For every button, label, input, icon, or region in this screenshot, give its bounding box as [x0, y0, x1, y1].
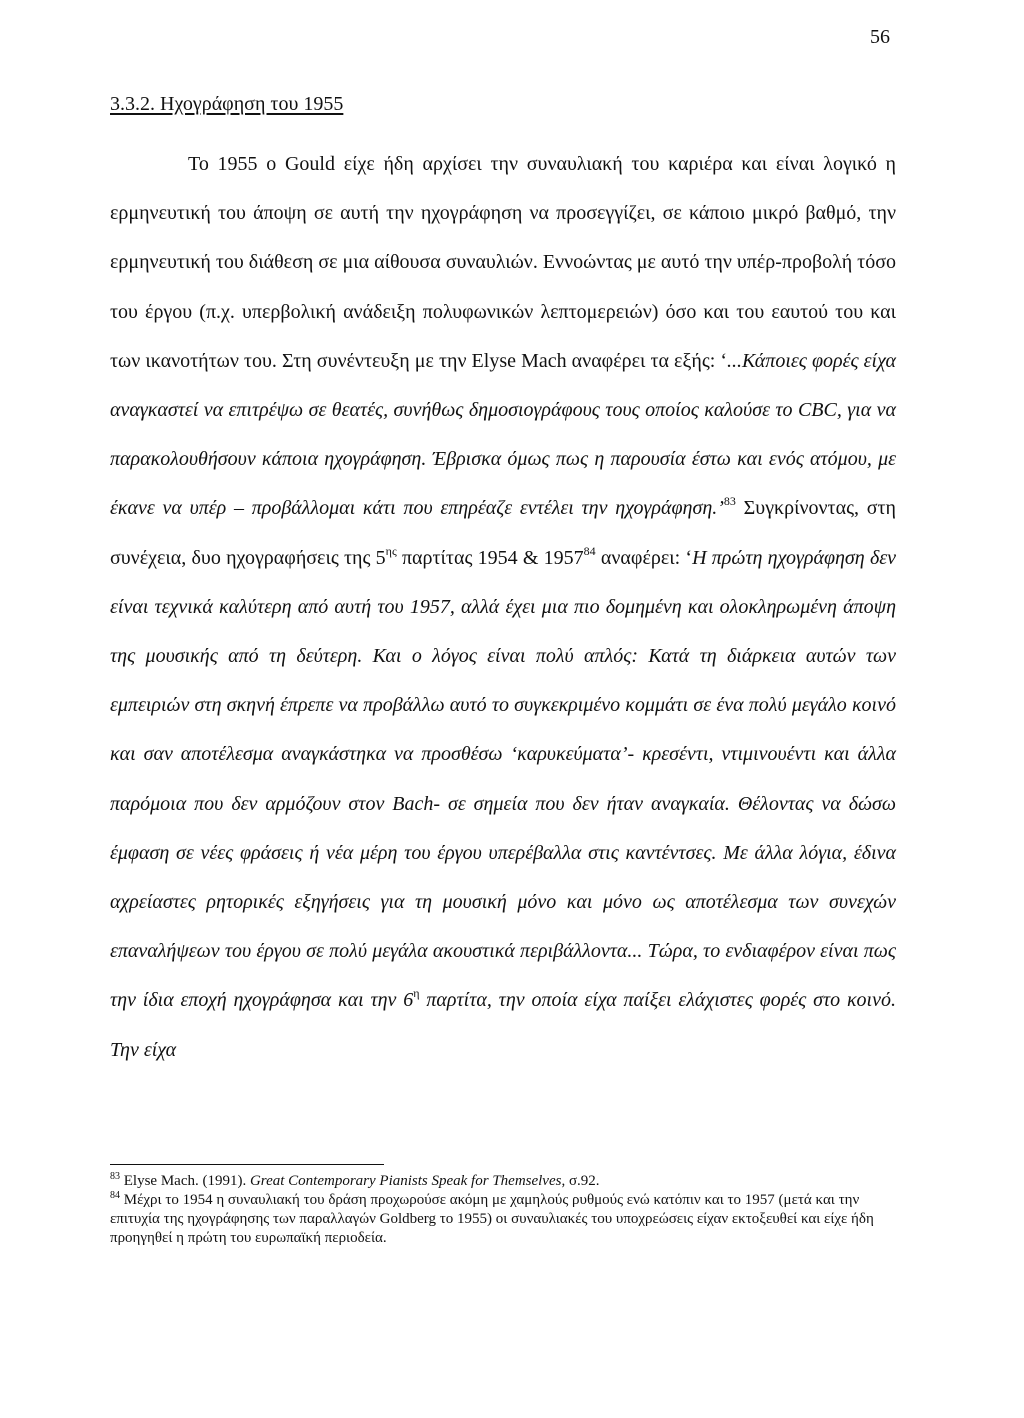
footnote-ref-84[interactable]: 84 [583, 543, 596, 558]
footnote-83-book-title: Great Contemporary Pianists Speak for Themselves [249, 1173, 562, 1189]
footnote-84-text: Μέχρι το 1954 η συναυλιακή του δράση προχωρούσε ακόμη με χαμηλούς ρυθμούς ενώ κατόπιν και το 1957 (μετά και την επιτυχία της ηχογράφησης των παραλλαγών Goldberg το 1955) οι συναυλιακές του υποχρεώσεις είχαν εκτοξευθεί και είχε ήδη προηγηθεί η πρώτη του ευρωπαϊκή περιοδεία. [110, 1192, 874, 1246]
footnote-ref-83[interactable]: 83 [723, 494, 736, 509]
ordinal-suffix-6: η [413, 986, 420, 1001]
footnotes [110, 1172, 896, 1248]
section-heading: 3.3.2. Ηχογράφηση του 1955 [110, 93, 344, 115]
ordinal-suffix-5: ης [385, 543, 397, 558]
body-text-2: Συγκρίνοντας, στη συνέχεια, δυο ηχογραφήσεις της 5 [110, 497, 896, 569]
body-paragraph [110, 140, 896, 1075]
quote-mach-1: ...Κάποιες φορές είχα αναγκαστεί να επιτρέψω σε θεατές, συνήθως δημοσιογράφους τους οποίος καλούσε το CBC, για να παρακολουθήσουν κάποια ηχογράφηση. Έβρισκα όμως πως η παρουσία έστω και ενός ατόμου, με έκανε να υπέρ – προβάλλομαι κάτι που επηρέαζε εντέλει την ηχογράφηση.’ [110, 349, 896, 520]
footnote-separator [110, 1164, 384, 1165]
body-text-3: παρτίτας 1954 & 1957 [396, 546, 584, 569]
footnote-83-page: , σ.92. [561, 1173, 600, 1189]
footnote-84 [110, 1191, 896, 1248]
footnote-marker-83: 83 [110, 1171, 120, 1182]
footnote-83-text: Elyse Mach. (1991). [120, 1173, 250, 1189]
page-number: 56 [870, 26, 890, 48]
footnote-83 [110, 1172, 896, 1191]
footnote-marker-84: 84 [110, 1190, 120, 1201]
quote-mach-3: παρτίτα, την οποία είχα παίξει ελάχιστες φορές στο κοινό. Την είχα [110, 989, 896, 1061]
quote-mach-2: Η πρώτη ηχογράφηση δεν είναι τεχνικά καλύτερη από αυτή του 1957, αλλά έχει μια πιο δομημένη και ολοκληρωμένη άποψη της μουσικής από τη δεύτερη. Και ο λόγος είναι πολύ απλός: Κατά τη διάρκεια αυτών των εμπειριών στη σκηνή έπρεπε να προβάλλω αυτό το συγκεκριμένο κομμάτι σε ένα πολύ μεγάλο κοινό και σαν αποτέλεσμα αναγκάστηκα να προσθέσω ‘καρυκεύματα’- κρεσέντι, ντιμινουέντι και άλλα παρόμοια που δεν αρμόζουν στον Bach- σε σημεία που δεν ήταν αναγκαία. Θέλοντας να δώσω έμφαση σε νέες φράσεις ή νέα μέρη του έργου υπερέβαλλα στις καντέντσες. Με άλλα λόγια, έδινα αχρείαστες ρητορικές εξηγήσεις για τη μουσική μόνο και μόνο ως αποτέλεσμα των συνεχών επαναλήψεων του έργου σε πολύ μεγάλα ακουστικά περιβάλλοντα... Τώρα, το ενδιαφέρον είναι πως την ίδια εποχή ηχογράφησα και την 6 [110, 546, 897, 1012]
body-text-1: Το 1955 ο Gould είχε ήδη αρχίσει την συναυλιακή του καριέρα και είναι λογικό η ερμηνευτική του άποψη σε αυτή την ηχογράφηση να προσεγγίζει, σε κάποιο μικρό βαθμό, την ερμηνευτική του διάθεση σε μια αίθουσα συναυλιών. Εννοώντας με αυτό την υπέρ-προβολή τόσο του έργου (π.χ. υπερβολική ανάδειξη πολυφωνικών λεπτομερειών) όσο και του εαυτού του και των ικανοτήτων του. Στη συνέντευξη με την Elyse Mach αναφέρει τα εξής: ‘ [110, 153, 896, 372]
body-text-4: αναφέρει: ‘ [595, 546, 693, 569]
